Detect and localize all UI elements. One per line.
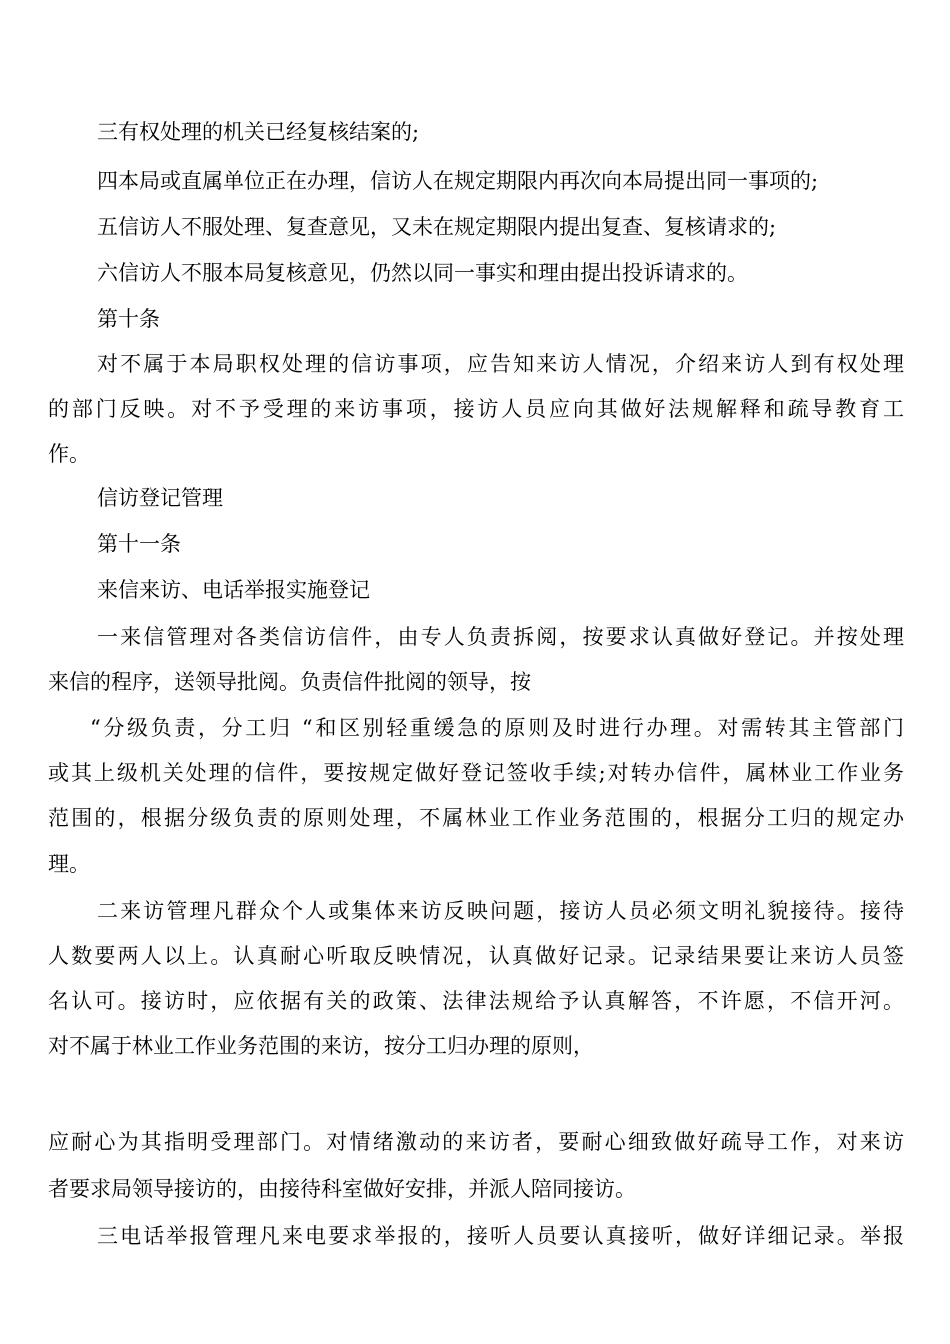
subheading: 来信来访、电话举报实施登记 — [97, 578, 370, 602]
list-item-6: 六信访人不服本局复核意见，仍然以同一事实和理由提出投诉请求的。 — [97, 261, 748, 285]
article-11-heading: 第十一条 — [97, 532, 181, 556]
paragraph-line: “分级负责，分工归 “和区别轻重缓急的原则及时进行办理。对需转其主管部门 — [90, 716, 904, 740]
paragraph-line: 二来访管理凡群众个人或集体来访反映问题，接访人员必须文明礼貌接待。接待 — [97, 899, 904, 923]
paragraph-line: 的部门反映。对不予受理的来访事项，接访人员应向其做好法规解释和疏导教育工 — [48, 397, 904, 421]
paragraph-line: 来信的程序，送领导批阅。负责信件批阅的领导，按 — [48, 670, 531, 694]
paragraph-line: 范围的，根据分级负责的原则处理，不属林业工作业务范围的，根据分工归的规定办 — [48, 806, 904, 830]
list-item-4: 四本局或直属单位正在办理，信访人在规定期限内再次向本局提出同一事项的; — [97, 169, 819, 193]
paragraph-line: 者要求局领导接访的，由接待科室做好安排，并派人陪同接访。 — [48, 1177, 636, 1201]
paragraph-line: 名认可。接访时，应依据有关的政策、法律法规给予认真解答，不许愿，不信开河。 — [48, 989, 904, 1013]
paragraph-line: 理。 — [48, 852, 90, 876]
paragraph-line: 对不属于本局职权处理的信访事项，应告知来访人情况，介绍来访人到有权处理 — [97, 352, 904, 376]
list-item-5: 五信访人不服处理、复查意见，又未在规定期限内提出复查、复核请求的; — [97, 215, 777, 239]
section-heading: 信访登记管理 — [97, 486, 223, 510]
article-10-heading: 第十条 — [97, 307, 160, 331]
paragraph-line: 三电话举报管理凡来电要求举报的，接听人员要认真接听，做好详细记录。举报 — [97, 1224, 904, 1248]
paragraph-line: 一来信管理对各类信访信件，由专人负责拆阅，按要求认真做好登记。并按处理 — [97, 625, 904, 649]
paragraph-line: 作。 — [48, 442, 90, 466]
list-item-3: 三有权处理的机关已经复核结案的; — [97, 120, 420, 144]
paragraph-line: 人数要两人以上。认真耐心听取反映情况，认真做好记录。记录结果要让来访人员签 — [48, 944, 904, 968]
paragraph-line: 对不属于林业工作业务范围的来访，按分工归办理的原则， — [48, 1034, 594, 1058]
paragraph-line: 或其上级机关处理的信件，要按规定做好登记签收手续;对转办信件，属林业工作业务 — [48, 761, 904, 785]
paragraph-line: 应耐心为其指明受理部门。对情绪激动的来访者，要耐心细致做好疏导工作，对来访 — [48, 1130, 904, 1154]
